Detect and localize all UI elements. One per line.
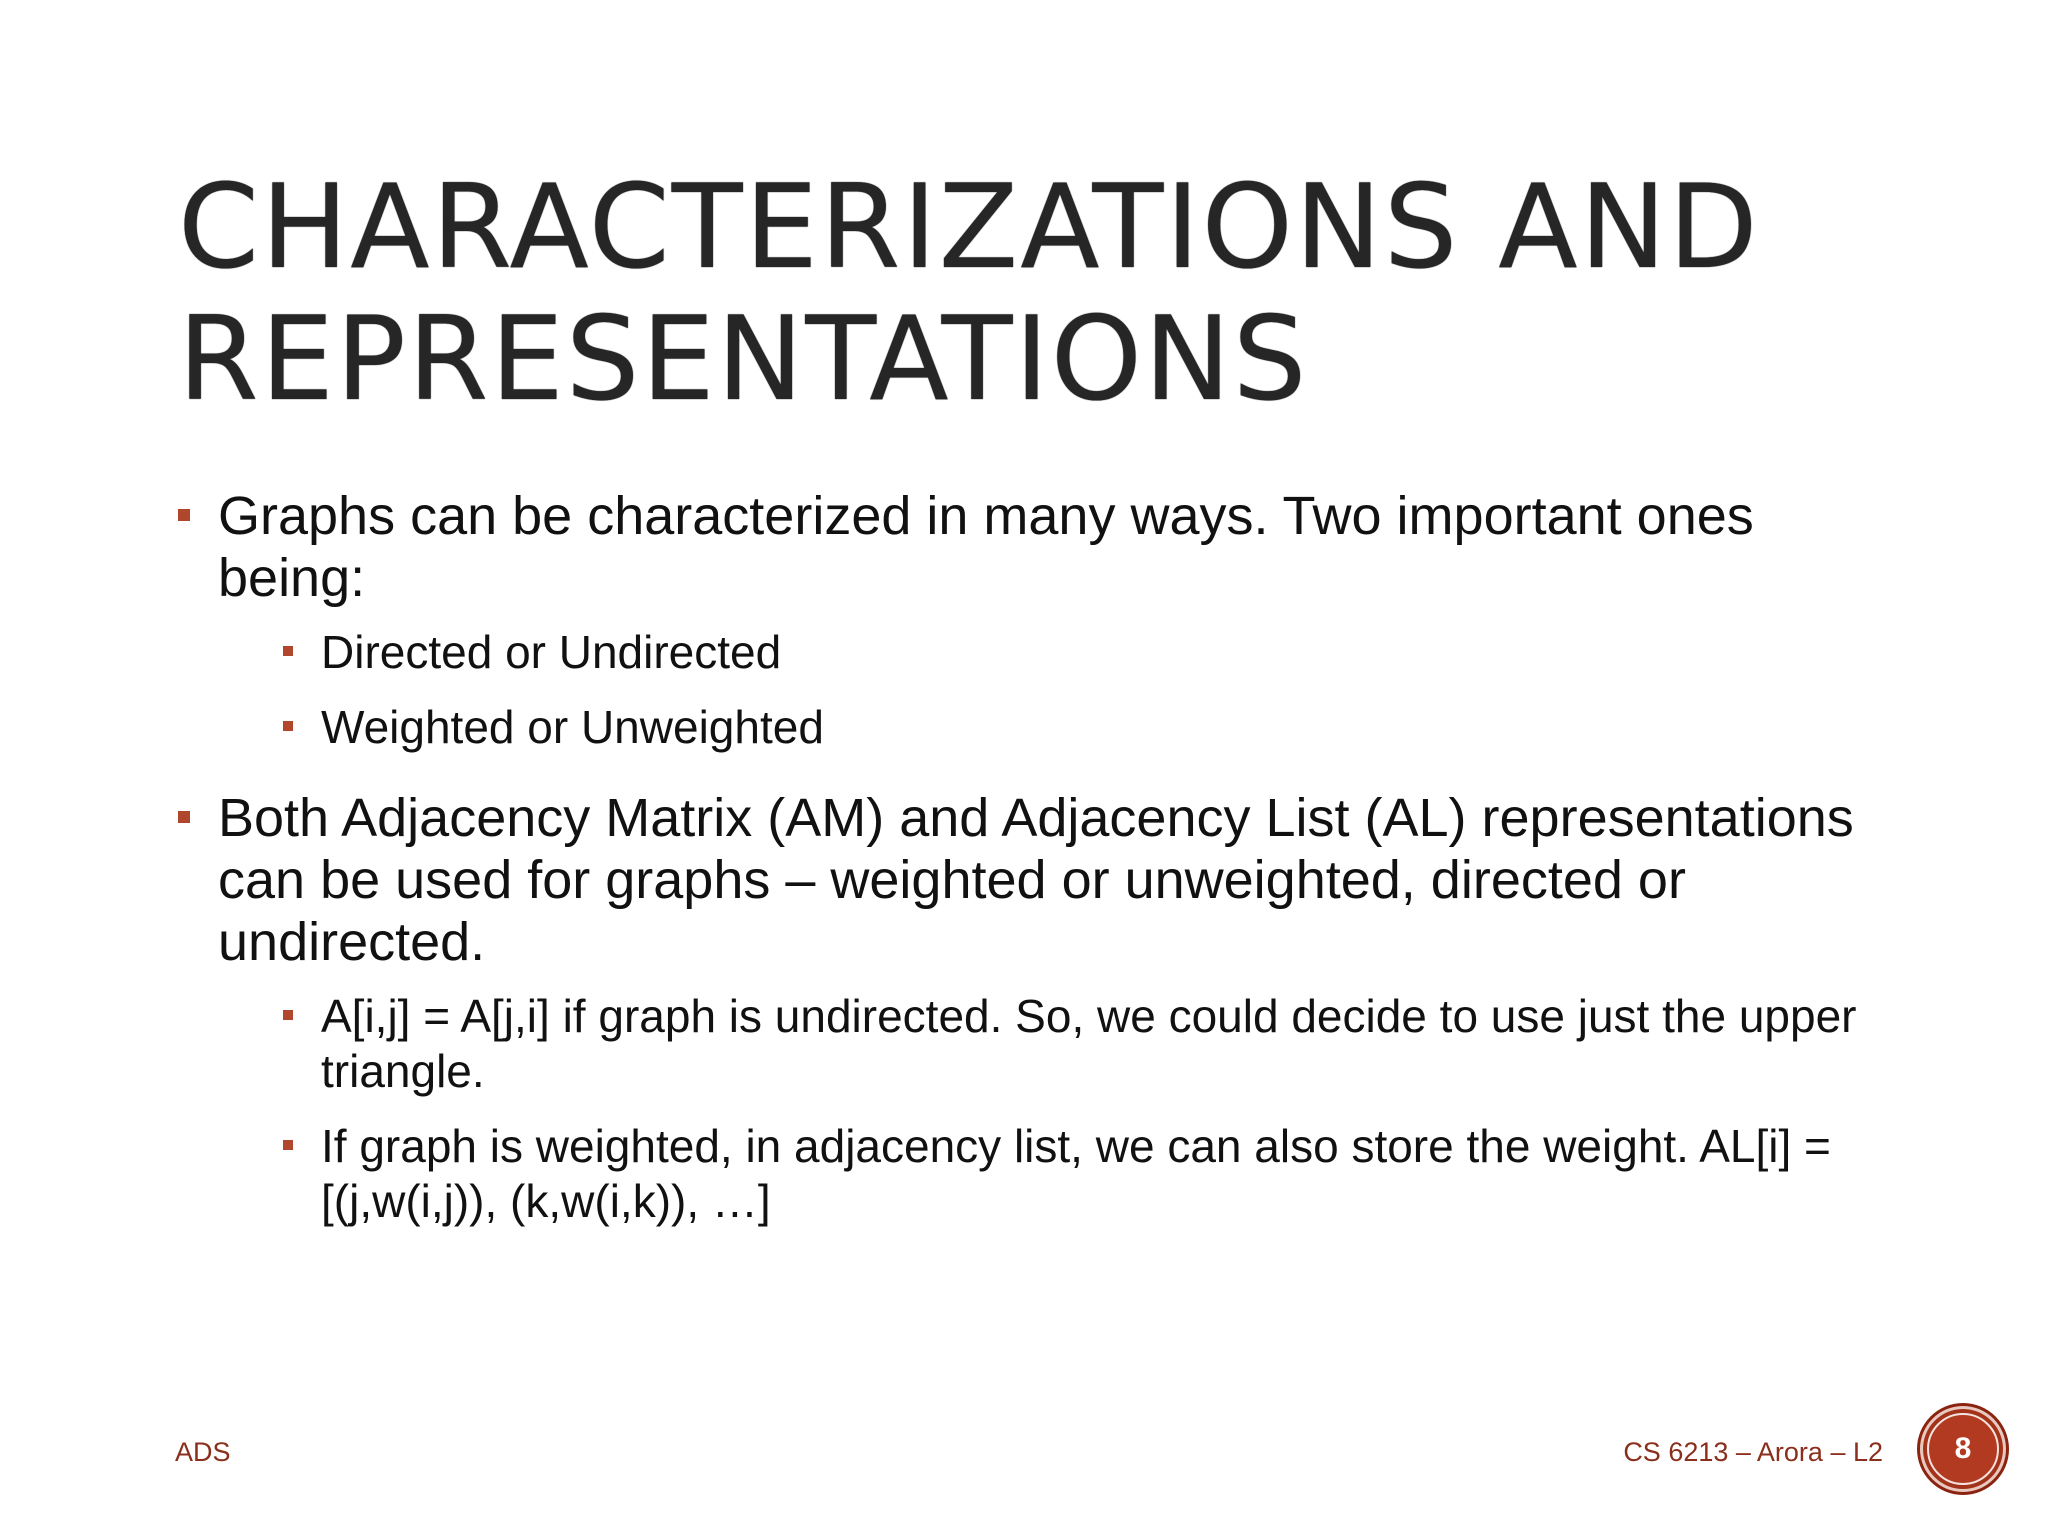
- sub-bullet-list: [218, 989, 1898, 1229]
- sub-bullet-text: Directed or Undirected: [321, 626, 782, 678]
- sub-bullet-item: [281, 625, 1898, 680]
- square-bullet-icon: [283, 646, 293, 656]
- bullet-text: Both Adjacency Matrix (AM) and Adjacency List (AL) representations can be used for graphs – weighted or unweighted, directed or undirected.: [218, 788, 1854, 972]
- footer-left-label: ADS: [175, 1437, 231, 1467]
- bullet-text: Graphs can be characterized in many ways. Two important ones being:: [218, 486, 1754, 608]
- sub-bullet-item: [281, 989, 1898, 1099]
- slide-title: [178, 162, 1978, 426]
- sub-bullet-text: Weighted or Unweighted: [321, 701, 824, 753]
- bullet-list: [178, 485, 1898, 1253]
- sub-bullet-list: [218, 625, 1898, 755]
- bullet-item: [178, 485, 1898, 755]
- sub-bullet-item: [281, 700, 1898, 755]
- sub-bullet-text: A[i,j] = A[j,i] if graph is undirected. So, we could decide to use just the upper triangle.: [321, 990, 1857, 1097]
- square-bullet-icon: [283, 721, 293, 731]
- sub-bullet-item: [281, 1119, 1898, 1229]
- square-bullet-icon: [283, 1140, 293, 1150]
- slide-title-line-2: REPRESENTATIONS: [178, 292, 1309, 427]
- square-bullet-icon: [178, 811, 190, 823]
- footer-right-label: CS 6213 – Arora – L2: [1623, 1437, 1883, 1467]
- slide-title-line-1: CHARACTERIZATIONS AND: [178, 160, 1760, 295]
- square-bullet-icon: [178, 509, 190, 521]
- page-number-badge: [1920, 1406, 2006, 1492]
- bullet-item: [178, 787, 1898, 1229]
- sub-bullet-text: If graph is weighted, in adjacency list, we can also store the weight. AL[i] = [(j,w(i,j)), (k,w(i,k)), …]: [321, 1120, 1831, 1227]
- square-bullet-icon: [283, 1010, 293, 1020]
- page-number: 8: [1927, 1413, 1999, 1485]
